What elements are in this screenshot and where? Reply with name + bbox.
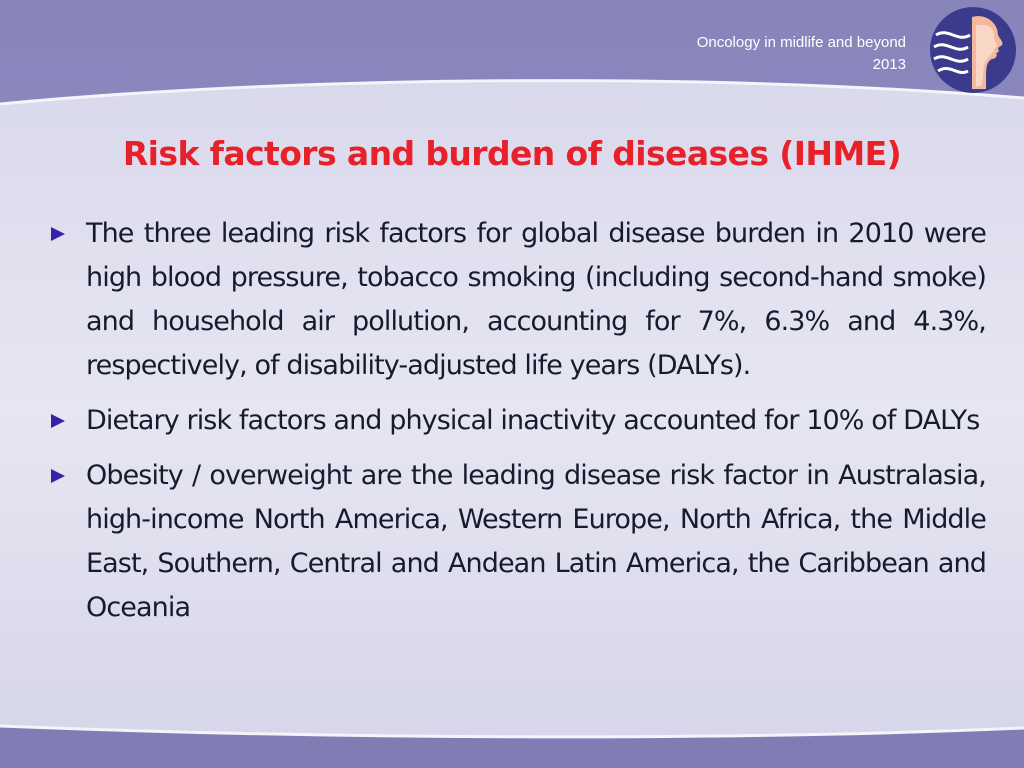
list-item: [44, 399, 986, 443]
bullet-triangle-icon: [44, 454, 86, 498]
bullet-text: Dietary risk factors and physical inactivity accounted for 10% of DALYs: [86, 405, 980, 436]
profile-faces-logo-icon: [928, 5, 1018, 95]
conference-year: 2013: [872, 56, 906, 73]
bullet-triangle-icon: [44, 212, 86, 256]
bullet-list: [44, 212, 986, 641]
bullet-text: The three leading risk factors for global disease burden in 2010 were high blood pressure, tobacco smoking (including second-hand smoke) and household air pollution, accounting for 7%, 6.3% and 4.3%, respectively, of disability-adjusted life years (DALYs).: [86, 218, 986, 381]
list-item: [44, 454, 986, 630]
list-item: [44, 212, 986, 388]
conference-name: Oncology in midlife and beyond: [696, 34, 906, 51]
slide-title: Risk factors and burden of diseases (IHME): [122, 134, 902, 173]
bullet-text: Obesity / overweight are the leading disease risk factor in Australasia, high-income North America, Western Europe, North Africa, the Middle East, Southern, Central and Andean Latin America, the Caribbean and Oceania: [86, 460, 986, 623]
conference-caption: [697, 32, 906, 76]
bullet-triangle-icon: [44, 399, 86, 443]
